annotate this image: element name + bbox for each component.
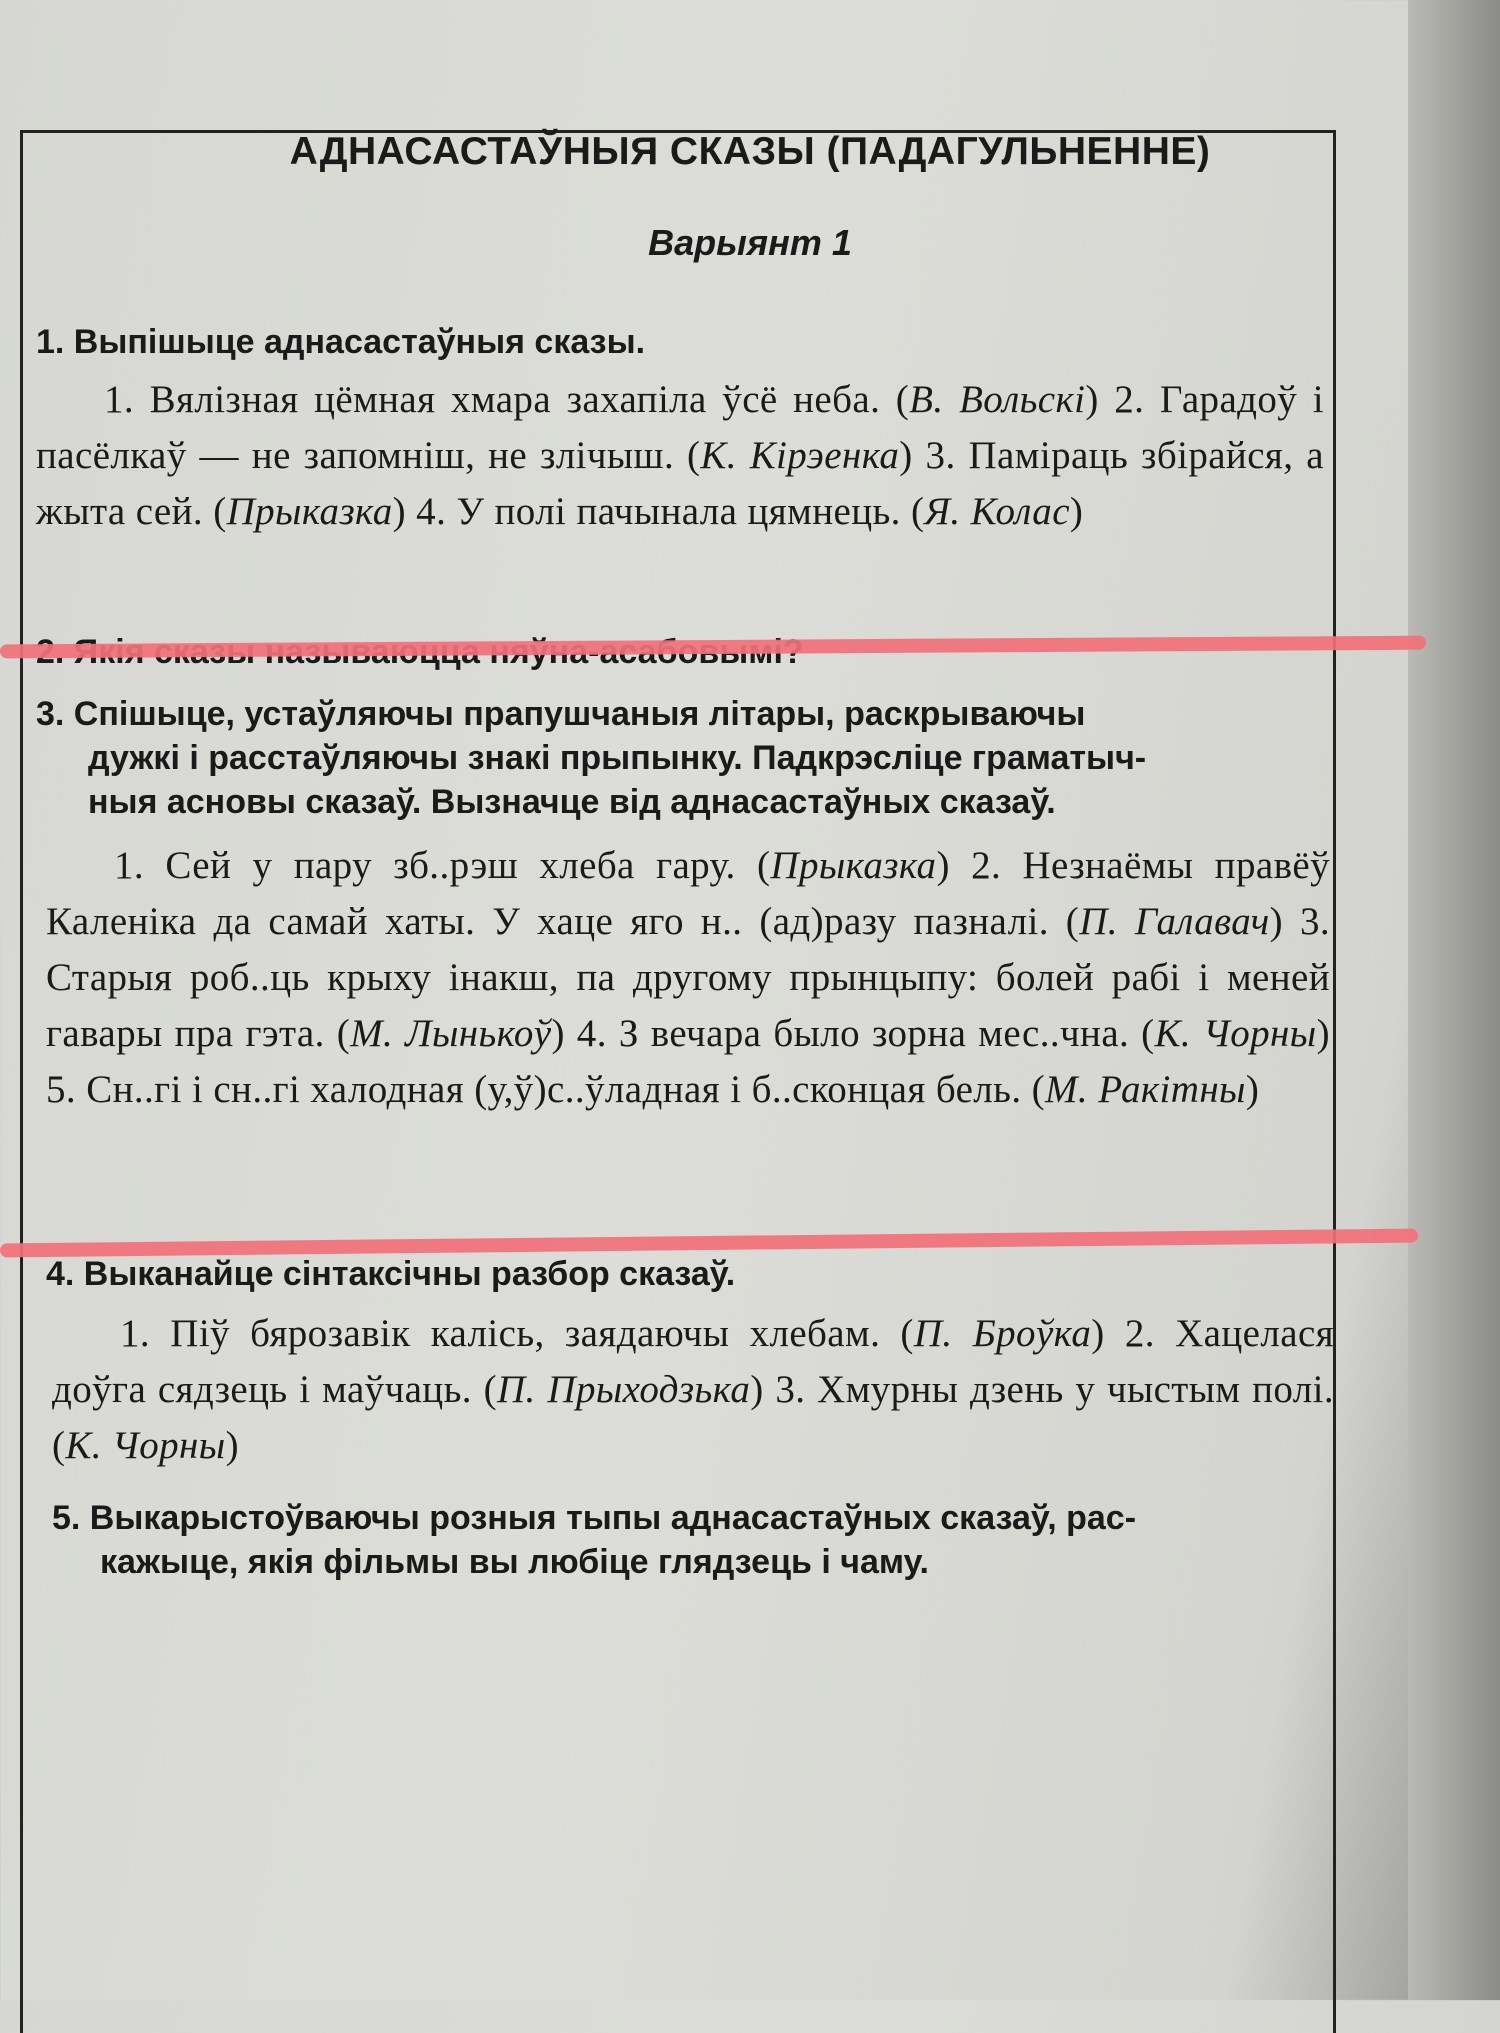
task-1-sentences: 1. Вялізная цёмная хмара захапіла ўсё неба. (В. Вольскі) 2. Гарадоў і пасёлкаў — не запомніш, не злічыш. (К. Кірэенка) 3. Паміраць збірайся, а жыта сей. (Прыказка) 4. У полі пачынала цямнець. (Я. Колас) [36,378,1324,533]
page-edge [1408,0,1500,2000]
worksheet-title: АДНАСАСТАЎНЫЯ СКАЗЫ (ПАДАГУЛЬНЕННЕ) [289,130,1211,173]
task-1-heading: 1. Выпішыце аднасастаўныя сказы. [36,323,646,361]
task-5-heading: 5. Выкарыстоўваючы розныя тыпы аднасастаўных сказаў, рас- кажыце, якія фільмы вы любіце глядзець і чаму. [52,1499,1137,1581]
task-4-sentences: 1. Піў бярозавік калісь, заядаючы хлебам. (П. Броўка) 2. Хацелася доўга сядзець і маўчаць. (П. Прыходзька) 3. Хмурны дзень у чыстым полі. (К. Чорны) [52,1312,1335,1467]
variant-label: Варыянт 1 [648,222,852,263]
task-4-heading: 4. Выканайце сінтаксічны разбор сказаў. [46,1255,736,1293]
task-3-sentences: 1. Сей у пару зб..рэш хлеба гару. (Прыказка) 2. Незнаёмы правёў Каленіка да самай хаты. У хаце яго н.. (ад)разу пазналі. (П. Галавач) 3. Старыя роб..ць крыху інакш, па другому прынцыпу: болей рабі і меней гавары пра гэта. (М. Лынькоў) 4. З вечара было зорна мес..чна. (К. Чорны) 5. Сн..гі і сн..гі халодная (у,ў)с..ўладная і б..сконцая бель. (М. Ракітны) [46,844,1331,1111]
task-3-heading: 3. Спішыце, устаўляючы прапушчаныя літары, раскрываючы дужкі і расстаўляючы знакі прыпынку. Падкрэсліце граматыч- ныя асновы сказаў. Вызначце від аднасастаўных сказаў. [36,695,1147,821]
